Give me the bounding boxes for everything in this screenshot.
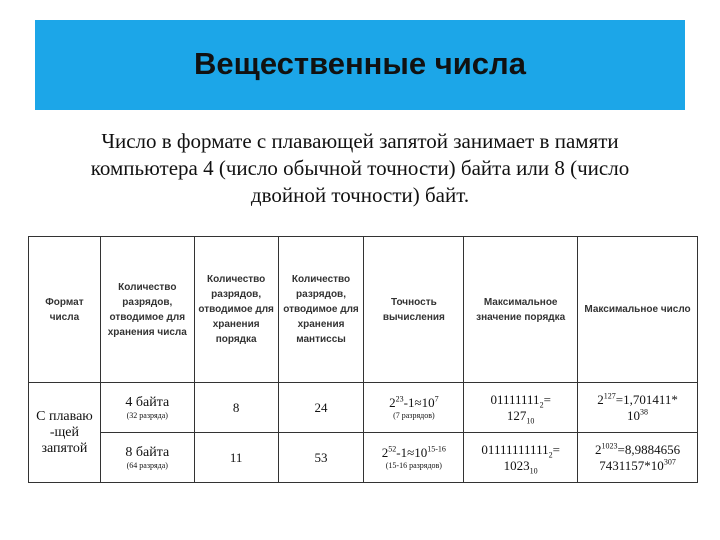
precision-cell bbox=[364, 383, 464, 433]
header-format: Формат числа bbox=[29, 237, 101, 383]
max-number-cell bbox=[578, 383, 698, 433]
precision-base: 2 bbox=[381, 444, 389, 460]
max-exp-dec-sub: 10 bbox=[529, 466, 538, 476]
max-num-line2: 10 bbox=[627, 407, 641, 423]
max-exp-eq: = bbox=[552, 441, 560, 457]
header-max-exponent: Максимальное значение порядка bbox=[464, 237, 578, 383]
row-label-line-1: С плаваю bbox=[36, 408, 93, 424]
intro-paragraph bbox=[40, 128, 680, 209]
max-num-line2: 7431157*10 bbox=[599, 457, 664, 473]
max-number-cell bbox=[578, 433, 698, 483]
row-label-cell bbox=[29, 383, 101, 483]
precision-exp2: 15-16 bbox=[427, 444, 446, 454]
intro-line-2: компьютера 4 (число обычной точности) байта или 8 (число bbox=[90, 156, 630, 180]
precision-base: 2 bbox=[389, 394, 396, 410]
table-row bbox=[29, 383, 698, 433]
precision-mid: -1≈10 bbox=[396, 444, 428, 460]
max-num-val: =1,701411* bbox=[615, 391, 678, 407]
precision-exp: 52 bbox=[388, 444, 397, 454]
storage-cell bbox=[100, 433, 194, 483]
max-num-val: =8,9884656 bbox=[617, 441, 681, 457]
precision-note: (7 разрядов) bbox=[393, 410, 435, 420]
max-exp-dec: 127 bbox=[506, 407, 527, 423]
max-exp-bin: 01111111111 bbox=[481, 441, 549, 457]
precision-cell bbox=[364, 433, 464, 483]
storage-note: (64 разряда) bbox=[126, 460, 168, 470]
storage-value: 8 байта bbox=[125, 444, 170, 460]
row-label-line-2: -щей bbox=[49, 424, 80, 440]
max-exp-eq: = bbox=[543, 391, 551, 407]
intro-line-3: двойной точности) байт. bbox=[250, 183, 470, 207]
max-exponent-cell bbox=[464, 383, 578, 433]
max-num-exp: 1023 bbox=[601, 441, 618, 451]
storage-cell bbox=[100, 383, 194, 433]
max-exponent-cell bbox=[464, 433, 578, 483]
max-num-base: 2 bbox=[595, 441, 602, 457]
table-header-row bbox=[29, 237, 698, 383]
max-exp-dec-sub: 10 bbox=[526, 416, 535, 426]
max-exp-dec: 1023 bbox=[503, 457, 530, 473]
max-exp-bin-sub: 2 bbox=[548, 450, 553, 460]
precision-note: (15-16 разрядов) bbox=[385, 460, 442, 470]
max-num-base: 2 bbox=[597, 391, 604, 407]
storage-note: (32 разряда) bbox=[126, 410, 168, 420]
slide-title: Вещественные числа bbox=[194, 46, 526, 81]
header-max-number: Максимальное число bbox=[578, 237, 698, 383]
max-exp-bin-sub: 2 bbox=[539, 400, 544, 410]
format-table bbox=[28, 236, 698, 483]
mantissa-bits-value: 53 bbox=[278, 433, 364, 483]
header-exponent-bits: Количество разрядов, отводимое для хранения порядка bbox=[194, 237, 278, 383]
precision-mid: -1≈10 bbox=[403, 394, 435, 410]
precision-exp2: 7 bbox=[434, 394, 439, 404]
row-label-line-3: запятой bbox=[41, 440, 88, 456]
table-row bbox=[29, 433, 698, 483]
header-mantissa-bits: Количество разрядов, отводимое для хранения мантиссы bbox=[278, 237, 364, 383]
max-num-line2-exp: 307 bbox=[663, 457, 676, 467]
exponent-bits-value: 11 bbox=[194, 433, 278, 483]
exponent-bits-value: 8 bbox=[194, 383, 278, 433]
header-precision: Точность вычисления bbox=[364, 237, 464, 383]
max-num-exp: 127 bbox=[603, 391, 616, 401]
max-exp-bin: 01111111 bbox=[490, 391, 540, 407]
intro-line-1: Число в формате с плавающей запятой занимает в памяти bbox=[101, 129, 619, 153]
mantissa-bits-value: 24 bbox=[278, 383, 364, 433]
header-storage-bits: Количество разрядов, отводимое для хранения числа bbox=[100, 237, 194, 383]
precision-exp: 23 bbox=[395, 394, 404, 404]
storage-value: 4 байта bbox=[125, 394, 170, 410]
max-num-line2-exp: 38 bbox=[640, 407, 649, 417]
